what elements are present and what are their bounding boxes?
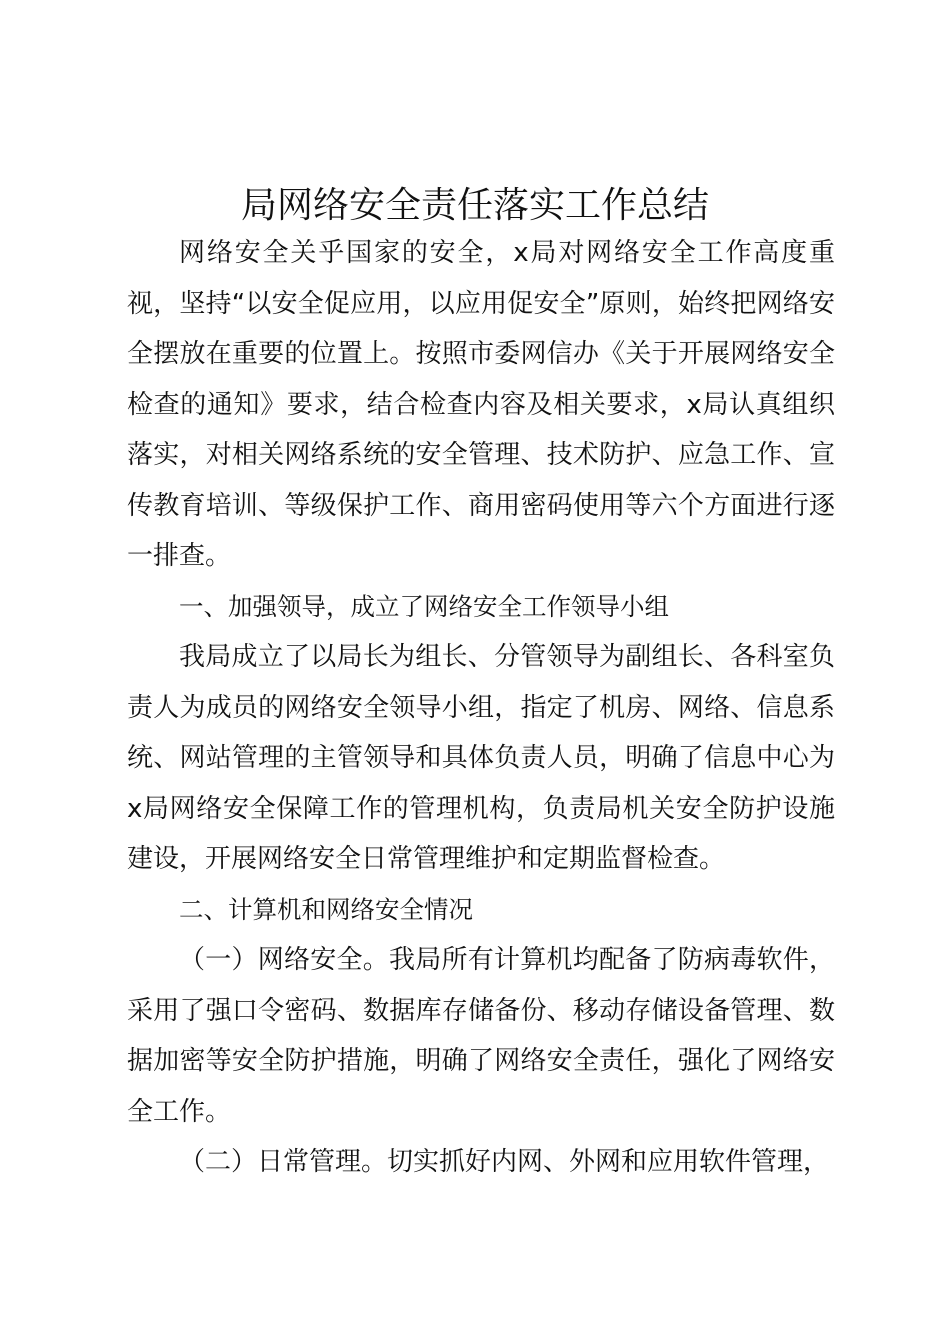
- paragraph-daily-management: （二）日常管理。切实抓好内网、外网和应用软件管理，: [179, 1147, 830, 1177]
- document-title: 局网络安全责任落实工作总结: [240, 185, 709, 226]
- document-body: [127, 228, 835, 1188]
- section-heading-1: 一、加强领导，成立了网络安全工作领导小组: [179, 591, 669, 621]
- paragraph-section-1: 我局成立了以局长为组长、分管领导为副组长、各科室负责人为成员的网络安全领导小组，指定了机房、网络、信息系统、网站管理的主管领导和具体负责人员，明确了信息中心为x局网络安全保障工作的管理机构，负责局机关安全防护设施建设，开展网络安全日常管理维护和定期监督检查。: [127, 642, 835, 874]
- section-heading-2: 二、计算机和网络安全情况: [179, 894, 473, 924]
- paragraph-intro: 网络安全关乎国家的安全，x局对网络安全工作高度重视，坚持“以安全促应用，以应用促安全”原则，始终把网络安全摆放在重要的位置上。按照市委网信办《关于开展网络安全检查的通知》要求，结合检查内容及相关要求，x局认真组织落实，对相关网络系统的安全管理、技术防护、应急工作、宣传教育培训、等级保护工作、商用密码使用等六个方面进行逐一排查。: [127, 238, 835, 571]
- paragraph-network-security: （一）网络安全。我局所有计算机均配备了防病毒软件，采用了强口令密码、数据库存储备份、移动存储设备管理、数据加密等安全防护措施，明确了网络安全责任，强化了网络安全工作。: [127, 945, 835, 1127]
